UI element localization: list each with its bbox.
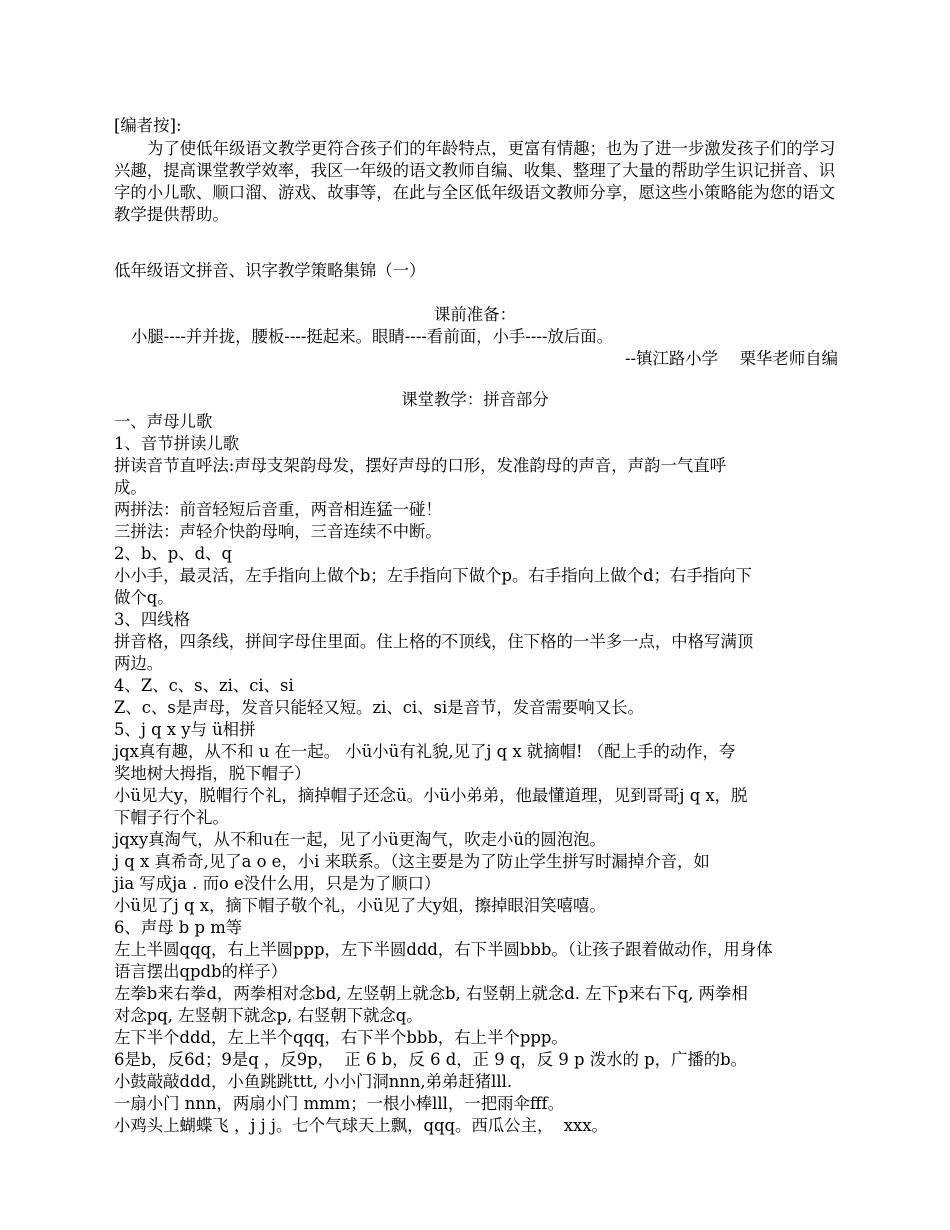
text-line: 对念pq, 左竖朝下就念p, 右竖朝下就念q。	[114, 1006, 423, 1025]
text-line: 小鼓敲敲ddd，小鱼跳跳ttt, 小小门洞nnn,弟弟赶猪lll.	[114, 1072, 513, 1091]
prep-author: --镇江路小学 栗华老师自编	[625, 349, 838, 368]
prep-text: 小腿----并并拢，腰板----挺起来。眼睛----看前面，小手----放后面。	[131, 327, 613, 346]
text-line: 两边。	[114, 654, 164, 673]
text-line: 小ü见了j q x，摘下帽子敬个礼，小ü见了大y姐，擦掉眼泪笑嘻嘻。	[114, 896, 606, 915]
text-line: 拼读音节直呼法:声母支架韵母发，摆好声母的口形，发准韵母的声音，声韵一气直呼	[114, 456, 726, 475]
text-line: 1、音节拼读儿歌	[114, 434, 240, 453]
text-line: 小ü见大y，脱帽行个礼，摘掉帽子还念ü。小ü小弟弟，他最懂道理，见到哥哥j q x，脱	[114, 786, 748, 805]
editor-note-body: 为了使低年级语文教学更符合孩子们的年龄特点，更富有情趣；也为了进一步激发孩子们的学习兴趣，提高课堂教学效率，我区一年级的语文教师自编、收集、整理了大量的帮助学生识记拼音、识字的小儿歌、顺口溜、游戏、故事等，在此与全区低年级语文教师分享，愿这些小策略能为您的语文教学提供帮助。	[114, 139, 836, 224]
text-line: 小小手，最灵活，左手指向上做个b；左手指向下做个p。右手指向上做个d；右手指向下	[114, 566, 752, 585]
text-line: 一、声母儿歌	[114, 412, 213, 431]
text-line: 语言摆出qpdb的样子）	[114, 962, 288, 981]
text-line: 三拼法：声轻介快韵母响，三音连续不中断。	[114, 522, 442, 541]
text-line: 拼音格，四条线，拼间字母住里面。住上格的不顶线，住下格的一半多一点，中格写满顶	[114, 632, 754, 651]
text-line: j q x 真希奇,见了a o e，小i 来联系。（这主要是为了防止学生拼写时漏掉介音，如	[114, 852, 710, 871]
editor-note-label: [编者按]:	[114, 116, 182, 135]
document-title: 低年级语文拼音、识字教学策略集锦（一）	[114, 261, 426, 280]
text-line: 成。	[114, 478, 147, 497]
text-line: jia 写成ja . 而o e没什么用，只是为了顺口）	[114, 874, 441, 893]
text-line: 做个q。	[114, 588, 174, 607]
text-line: 下帽子行个礼。	[114, 808, 229, 827]
text-line: 左上半圆qqq，右上半圆ppp，左下半圆ddd，右下半圆bbb。（让孩子跟着做动作，用身体	[114, 940, 773, 959]
text-line: jqx真有趣，从不和 u 在一起。 小ü小ü有礼貌,见了j q x 就摘帽! （配上手的动作，夸	[114, 742, 736, 761]
text-line: 奖地树大拇指，脱下帽子）	[114, 764, 311, 783]
text-line: 一扇小门 nnn，两扇小门 mmm；一根小棒lll，一把雨伞fff。	[114, 1094, 564, 1113]
text-line: jqxy真淘气，从不和u在一起，见了小ü更淘气，吹走小ü的圆泡泡。	[114, 830, 606, 849]
text-line: 6是b，反6d；9是q ，反9p， 正 6 b，反 6 d，正 9 q，反 9 p 泼水的 p，广播的b。	[114, 1050, 748, 1069]
text-line: Z、c、s是声母，发音只能轻又短。zi、ci、si是音节，发音需要响又长。	[114, 698, 644, 717]
text-line: 2、b、p、d、q	[114, 544, 232, 563]
text-line: 4、Z、c、s、zi、ci、si	[114, 676, 294, 695]
text-line: 5、j q x y与 ü相拼	[114, 720, 256, 739]
text-line: 3、四线格	[114, 610, 190, 629]
text-line: 6、声母 b p m等	[114, 918, 243, 937]
text-line: 左下半个ddd，左上半个qqq，右下半个bbb，右上半个ppp。	[114, 1028, 568, 1047]
text-line: 左拳b来右拳d，两拳相对念bd, 左竖朝上就念b, 右竖朝上就念d. 左下p来右下q, 两拳相	[114, 984, 748, 1003]
text-line: 小鸡头上蝴蝶飞 ，j j j。七个气球天上飘，qqq。西瓜公主， xxx。	[114, 1116, 608, 1135]
section-heading: 课堂教学：拼音部分	[401, 390, 549, 409]
prep-heading: 课前准备：	[434, 305, 516, 324]
text-line: 两拼法：前音轻短后音重，两音相连猛一碰！	[114, 500, 442, 519]
